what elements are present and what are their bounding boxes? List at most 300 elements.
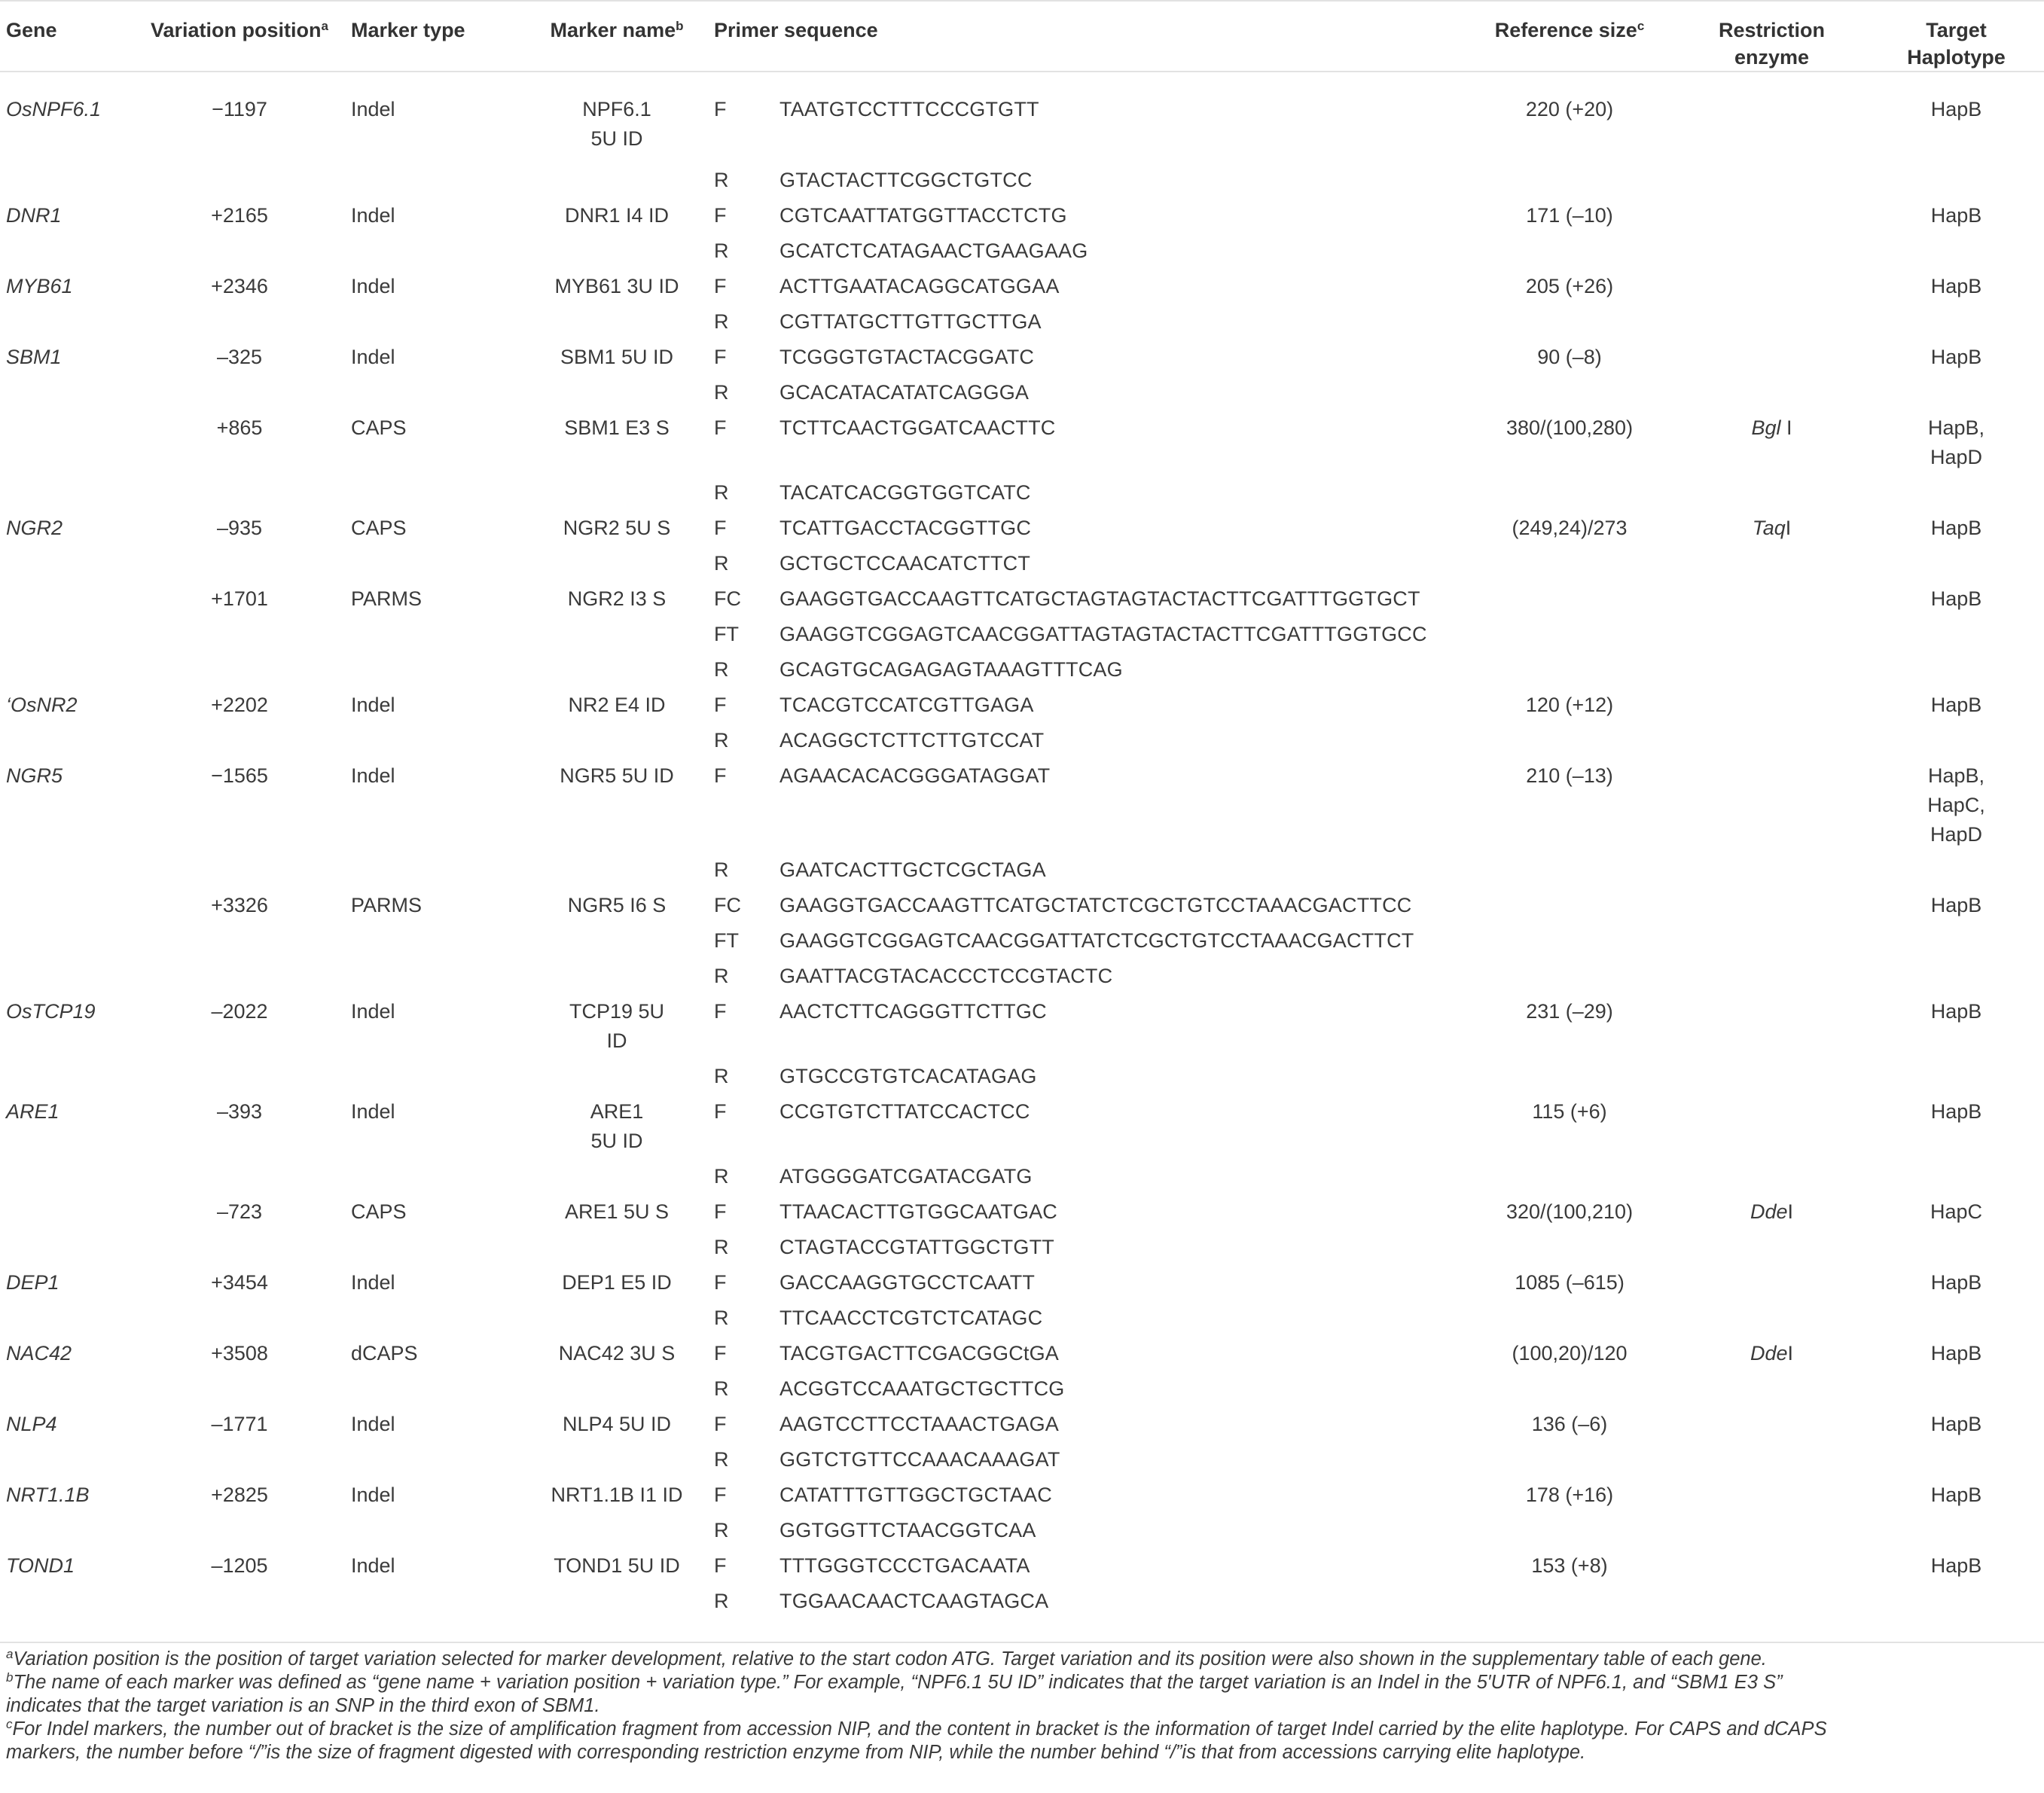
cell-gene bbox=[0, 581, 134, 616]
cell-marker-name-text: ARE1 5U S bbox=[564, 1200, 670, 1223]
cell-gene-text: TOND1 bbox=[6, 1554, 75, 1577]
cell-primer-sequence-text: ACGGTCCAAATGCTGCTTCG bbox=[779, 1377, 1065, 1400]
cell-primer-direction-text: R bbox=[714, 169, 729, 191]
table-row bbox=[0, 410, 2044, 474]
table-row bbox=[0, 887, 2044, 922]
cell-variation-position bbox=[134, 410, 345, 474]
cell-variation-position-text: –723 bbox=[216, 1200, 263, 1223]
cell-target-haplotype-text: HapB bbox=[1930, 346, 1982, 368]
cell-reference-size bbox=[1464, 852, 1675, 887]
cell-marker-type-text: PARMS bbox=[351, 587, 423, 610]
cell-variation-position bbox=[134, 722, 345, 758]
cell-reference-size-text: 210 (–13) bbox=[1526, 764, 1613, 787]
cell-reference-size bbox=[1464, 616, 1675, 651]
cell-marker-type bbox=[345, 1477, 526, 1512]
cell-target-haplotype bbox=[1869, 993, 2044, 1058]
cell-primer-direction-text: F bbox=[714, 346, 727, 368]
cell-target-haplotype bbox=[1869, 1583, 2044, 1618]
cell-primer-direction-text: R bbox=[714, 1590, 729, 1612]
cell-marker-type bbox=[345, 1158, 526, 1194]
cell-target-haplotype bbox=[1869, 722, 2044, 758]
cell-reference-size bbox=[1464, 651, 1675, 687]
cell-marker-type-text: Indel bbox=[351, 1554, 395, 1577]
cell-restriction-enzyme bbox=[1675, 510, 1869, 545]
cell-gene bbox=[0, 1335, 134, 1371]
cell-reference-size bbox=[1464, 1406, 1675, 1441]
table-row bbox=[0, 474, 2044, 510]
cell-primer-sequence bbox=[773, 1229, 1464, 1264]
table-row bbox=[0, 197, 2044, 233]
table-row bbox=[0, 233, 2044, 268]
header-marker-type: Marker type bbox=[345, 1, 526, 72]
cell-gene bbox=[0, 1406, 134, 1441]
cell-marker-name bbox=[526, 722, 708, 758]
cell-marker-name bbox=[526, 1158, 708, 1194]
cell-target-haplotype bbox=[1869, 852, 2044, 887]
cell-marker-name bbox=[526, 1229, 708, 1264]
cell-restriction-enzyme bbox=[1675, 581, 1869, 616]
cell-variation-position bbox=[134, 162, 345, 197]
cell-marker-name bbox=[526, 268, 708, 303]
cell-gene bbox=[0, 1264, 134, 1300]
cell-marker-name bbox=[526, 474, 708, 510]
cell-marker-name bbox=[526, 72, 708, 162]
cell-marker-type bbox=[345, 1229, 526, 1264]
cell-variation-position-text: −1197 bbox=[212, 98, 267, 120]
cell-reference-size-text: 205 (+26) bbox=[1525, 275, 1614, 297]
cell-marker-name bbox=[526, 1335, 708, 1371]
cell-target-haplotype bbox=[1869, 510, 2044, 545]
cell-primer-sequence bbox=[773, 1058, 1464, 1093]
cell-gene-text: NLP4 bbox=[6, 1413, 57, 1435]
table-row bbox=[0, 374, 2044, 410]
cell-primer-direction bbox=[708, 339, 773, 374]
header-reference-size: Reference size$^c$ bbox=[1464, 1, 1675, 72]
cell-primer-direction bbox=[708, 1335, 773, 1371]
cell-primer-sequence bbox=[773, 1548, 1464, 1583]
cell-marker-name-text: MYB61 3U ID bbox=[554, 275, 679, 297]
cell-target-haplotype bbox=[1869, 162, 2044, 197]
cell-restriction-enzyme bbox=[1675, 887, 1869, 922]
cell-primer-direction-text: F bbox=[714, 416, 727, 439]
cell-reference-size bbox=[1464, 303, 1675, 339]
cell-gene-text: NGR5 bbox=[6, 764, 63, 787]
cell-primer-sequence-text: GCTGCTCCAACATCTTCT bbox=[779, 552, 1031, 575]
cell-primer-sequence bbox=[773, 1194, 1464, 1229]
cell-restriction-enzyme bbox=[1675, 958, 1869, 993]
cell-primer-sequence bbox=[773, 233, 1464, 268]
cell-marker-type bbox=[345, 1194, 526, 1229]
cell-variation-position-text: +3454 bbox=[211, 1271, 268, 1294]
cell-gene bbox=[0, 616, 134, 651]
cell-target-haplotype bbox=[1869, 1335, 2044, 1371]
cell-variation-position-text: –393 bbox=[216, 1100, 263, 1123]
cell-gene bbox=[0, 1058, 134, 1093]
cell-variation-position bbox=[134, 687, 345, 722]
cell-primer-sequence bbox=[773, 887, 1464, 922]
cell-primer-direction-text: R bbox=[714, 729, 729, 752]
cell-marker-name-text: TOND1 5U ID bbox=[554, 1554, 680, 1577]
cell-reference-size bbox=[1464, 1264, 1675, 1300]
cell-restriction-enzyme-text: I bbox=[1780, 416, 1792, 439]
cell-primer-sequence-text: GTGCCGTGTCACATAGAG bbox=[779, 1065, 1037, 1087]
cell-target-haplotype-text: HapB bbox=[1930, 894, 1982, 916]
cell-primer-direction-text: R bbox=[714, 481, 729, 504]
cell-target-haplotype-text: HapB bbox=[1930, 517, 1982, 539]
cell-primer-sequence-text: GAATTACGTACACCCTCCGTACTC bbox=[779, 965, 1113, 987]
cell-primer-sequence bbox=[773, 303, 1464, 339]
cell-marker-name bbox=[526, 410, 708, 474]
cell-variation-position bbox=[134, 1158, 345, 1194]
table-row bbox=[0, 303, 2044, 339]
cell-reference-size bbox=[1464, 1093, 1675, 1158]
cell-primer-sequence-text: GACCAAGGTGCCTCAATT bbox=[779, 1271, 1036, 1294]
cell-primer-direction bbox=[708, 852, 773, 887]
cell-gene bbox=[0, 474, 134, 510]
cell-marker-name bbox=[526, 958, 708, 993]
cell-gene bbox=[0, 1583, 134, 1618]
cell-primer-sequence-text: CGTTATGCTTGTTGCTTGA bbox=[779, 310, 1042, 333]
table-row bbox=[0, 1406, 2044, 1441]
cell-primer-sequence bbox=[773, 72, 1464, 162]
cell-gene-text: DEP1 bbox=[6, 1271, 59, 1294]
cell-primer-direction-text: F bbox=[714, 1271, 727, 1294]
cell-marker-name-text: ID bbox=[606, 1029, 627, 1052]
table-row bbox=[0, 922, 2044, 958]
cell-primer-direction bbox=[708, 233, 773, 268]
cell-variation-position bbox=[134, 993, 345, 1058]
cell-marker-type-text: Indel bbox=[351, 1000, 395, 1023]
cell-marker-type bbox=[345, 268, 526, 303]
cell-restriction-enzyme-text: Dde bbox=[1750, 1342, 1788, 1365]
cell-variation-position bbox=[134, 651, 345, 687]
cell-variation-position bbox=[134, 510, 345, 545]
cell-primer-sequence-text: TTAACACTTGTGGCAATGAC bbox=[779, 1200, 1058, 1223]
cell-marker-name-text: DNR1 I4 ID bbox=[564, 204, 670, 227]
cell-marker-type bbox=[345, 1093, 526, 1158]
footnote-a: $^a$Variation position is the position of target variation selected for marker development, relative to the start codon ATG. Target variation and its position were also shown in the supplementary table of each gene. bbox=[6, 1647, 1767, 1670]
cell-gene bbox=[0, 722, 134, 758]
cell-reference-size-text: (100,20)/120 bbox=[1512, 1342, 1628, 1365]
cell-reference-size bbox=[1464, 1058, 1675, 1093]
cell-restriction-enzyme bbox=[1675, 722, 1869, 758]
cell-primer-sequence-text: ACAGGCTCTTCTTGTCCAT bbox=[779, 729, 1045, 752]
cell-marker-type bbox=[345, 1335, 526, 1371]
cell-primer-direction bbox=[708, 1300, 773, 1335]
cell-primer-sequence-text: AGAACACACGGGATAGGAT bbox=[779, 764, 1051, 787]
cell-target-haplotype bbox=[1869, 1371, 2044, 1406]
cell-reference-size bbox=[1464, 410, 1675, 474]
cell-primer-sequence bbox=[773, 722, 1464, 758]
cell-marker-type bbox=[345, 1441, 526, 1477]
cell-target-haplotype bbox=[1869, 651, 2044, 687]
cell-target-haplotype bbox=[1869, 922, 2044, 958]
cell-variation-position-text: –325 bbox=[216, 346, 263, 368]
cell-variation-position bbox=[134, 303, 345, 339]
cell-primer-sequence-text: CATATTTGTTGGCTGCTAAC bbox=[779, 1483, 1052, 1506]
cell-marker-name-text: NPF6.1 bbox=[582, 98, 651, 120]
cell-gene-text: MYB61 bbox=[6, 275, 73, 297]
cell-marker-type bbox=[345, 72, 526, 162]
cell-marker-type-text: Indel bbox=[351, 1483, 395, 1506]
table-row bbox=[0, 1583, 2044, 1618]
cell-marker-name bbox=[526, 374, 708, 410]
cell-variation-position bbox=[134, 1300, 345, 1335]
cell-restriction-enzyme bbox=[1675, 233, 1869, 268]
cell-marker-name bbox=[526, 1406, 708, 1441]
cell-primer-direction-text: R bbox=[714, 1377, 729, 1400]
cell-reference-size bbox=[1464, 1441, 1675, 1477]
cell-primer-sequence bbox=[773, 162, 1464, 197]
cell-variation-position-text: +1701 bbox=[211, 587, 268, 610]
cell-target-haplotype bbox=[1869, 1158, 2044, 1194]
cell-gene bbox=[0, 410, 134, 474]
cell-marker-name bbox=[526, 651, 708, 687]
cell-variation-position-text: +2202 bbox=[211, 694, 268, 716]
cell-restriction-enzyme bbox=[1675, 410, 1869, 474]
cell-primer-sequence bbox=[773, 1335, 1464, 1371]
cell-reference-size-text: 153 (+8) bbox=[1531, 1554, 1608, 1577]
cell-target-haplotype bbox=[1869, 1093, 2044, 1158]
cell-primer-direction bbox=[708, 1441, 773, 1477]
table-body bbox=[0, 72, 2044, 1618]
cell-target-haplotype bbox=[1869, 197, 2044, 233]
cell-gene bbox=[0, 545, 134, 581]
cell-primer-direction-text: R bbox=[714, 1165, 729, 1188]
cell-marker-type bbox=[345, 958, 526, 993]
cell-marker-name-text: NGR2 5U S bbox=[563, 517, 671, 539]
cell-variation-position-text: –2022 bbox=[211, 1000, 268, 1023]
cell-variation-position bbox=[134, 1264, 345, 1300]
cell-primer-direction-text: R bbox=[714, 858, 729, 881]
cell-variation-position-text: +2346 bbox=[211, 275, 268, 297]
cell-restriction-enzyme bbox=[1675, 339, 1869, 374]
cell-restriction-enzyme bbox=[1675, 1093, 1869, 1158]
cell-primer-sequence bbox=[773, 616, 1464, 651]
cell-marker-type-text: Indel bbox=[351, 204, 395, 227]
cell-gene-text: SBM1 bbox=[6, 346, 62, 368]
cell-gene-text: NRT1.1B bbox=[6, 1483, 90, 1506]
cell-primer-direction bbox=[708, 958, 773, 993]
cell-gene bbox=[0, 374, 134, 410]
cell-gene bbox=[0, 1158, 134, 1194]
cell-variation-position bbox=[134, 233, 345, 268]
cell-reference-size bbox=[1464, 474, 1675, 510]
cell-primer-direction-text: R bbox=[714, 965, 729, 987]
cell-marker-type bbox=[345, 1058, 526, 1093]
table-row bbox=[0, 958, 2044, 993]
cell-target-haplotype-text: HapB bbox=[1930, 204, 1982, 227]
cell-gene bbox=[0, 1229, 134, 1264]
cell-gene-text: ARE1 bbox=[6, 1100, 59, 1123]
cell-primer-sequence bbox=[773, 581, 1464, 616]
cell-marker-type-text: Indel bbox=[351, 98, 395, 120]
cell-marker-name-text: TCP19 5U bbox=[569, 1000, 665, 1023]
cell-restriction-enzyme bbox=[1675, 616, 1869, 651]
cell-marker-type-text: CAPS bbox=[351, 517, 407, 539]
cell-variation-position-text: +865 bbox=[216, 416, 263, 439]
cell-primer-sequence-text: TGGAACAACTCAAGTAGCA bbox=[779, 1590, 1049, 1612]
cell-variation-position bbox=[134, 545, 345, 581]
cell-primer-sequence bbox=[773, 1093, 1464, 1158]
cell-gene-text: NGR2 bbox=[6, 517, 63, 539]
cell-target-haplotype bbox=[1869, 1194, 2044, 1229]
cell-primer-sequence bbox=[773, 1477, 1464, 1512]
table-row bbox=[0, 1335, 2044, 1371]
cell-primer-direction-text: F bbox=[714, 1483, 727, 1506]
table-row bbox=[0, 758, 2044, 852]
cell-primer-direction bbox=[708, 1548, 773, 1583]
cell-marker-name bbox=[526, 1371, 708, 1406]
cell-gene bbox=[0, 1194, 134, 1229]
cell-marker-type bbox=[345, 374, 526, 410]
cell-gene bbox=[0, 958, 134, 993]
cell-marker-name-text: SBM1 E3 S bbox=[564, 416, 670, 439]
header-variation-position: Variation position$^a$ bbox=[134, 1, 345, 72]
cell-gene bbox=[0, 1371, 134, 1406]
cell-primer-direction bbox=[708, 303, 773, 339]
cell-marker-type-text: Indel bbox=[351, 1100, 395, 1123]
cell-target-haplotype bbox=[1869, 1300, 2044, 1335]
cell-primer-direction bbox=[708, 1158, 773, 1194]
cell-marker-name bbox=[526, 1477, 708, 1512]
cell-primer-sequence bbox=[773, 545, 1464, 581]
cell-variation-position bbox=[134, 1477, 345, 1512]
cell-primer-direction-text: F bbox=[714, 1200, 727, 1223]
cell-marker-name bbox=[526, 1512, 708, 1548]
cell-reference-size bbox=[1464, 1477, 1675, 1512]
table-row bbox=[0, 510, 2044, 545]
cell-primer-direction bbox=[708, 1583, 773, 1618]
cell-gene bbox=[0, 268, 134, 303]
cell-restriction-enzyme bbox=[1675, 1335, 1869, 1371]
cell-marker-type bbox=[345, 545, 526, 581]
cell-reference-size bbox=[1464, 339, 1675, 374]
cell-primer-sequence bbox=[773, 1441, 1464, 1477]
cell-primer-direction bbox=[708, 758, 773, 852]
cell-marker-type bbox=[345, 1300, 526, 1335]
cell-marker-name-text: 5U ID bbox=[590, 1130, 643, 1152]
cell-gene bbox=[0, 197, 134, 233]
cell-restriction-enzyme bbox=[1675, 545, 1869, 581]
cell-target-haplotype bbox=[1869, 1548, 2044, 1583]
cell-target-haplotype bbox=[1869, 758, 2044, 852]
cell-marker-name-text: 5U ID bbox=[590, 127, 643, 150]
cell-primer-sequence-text: AAGTCCTTCCTAAACTGAGA bbox=[779, 1413, 1060, 1435]
cell-marker-type bbox=[345, 1406, 526, 1441]
cell-target-haplotype-text: HapB bbox=[1930, 587, 1982, 610]
cell-reference-size bbox=[1464, 758, 1675, 852]
table-row bbox=[0, 268, 2044, 303]
cell-primer-direction-text: F bbox=[714, 275, 727, 297]
cell-primer-sequence bbox=[773, 852, 1464, 887]
cell-primer-sequence-text: GCATCTCATAGAACTGAAGAAG bbox=[779, 239, 1088, 262]
cell-reference-size-text: 115 (+6) bbox=[1532, 1100, 1607, 1123]
cell-restriction-enzyme bbox=[1675, 1406, 1869, 1441]
cell-target-haplotype bbox=[1869, 268, 2044, 303]
cell-primer-sequence bbox=[773, 922, 1464, 958]
cell-primer-sequence-text: CGTCAATTATGGTTACCTCTG bbox=[779, 204, 1067, 227]
cell-restriction-enzyme bbox=[1675, 852, 1869, 887]
cell-primer-direction-text: R bbox=[714, 1236, 729, 1258]
cell-gene bbox=[0, 993, 134, 1058]
cell-variation-position bbox=[134, 1406, 345, 1441]
cell-reference-size bbox=[1464, 1158, 1675, 1194]
cell-primer-direction-text: R bbox=[714, 658, 729, 681]
cell-target-haplotype-text: HapC bbox=[1930, 1200, 1983, 1223]
cell-restriction-enzyme bbox=[1675, 1512, 1869, 1548]
cell-gene-text: OsTCP19 bbox=[6, 1000, 96, 1023]
footnotes bbox=[6, 1648, 2032, 1764]
cell-target-haplotype bbox=[1869, 1441, 2044, 1477]
cell-target-haplotype bbox=[1869, 410, 2044, 474]
cell-variation-position bbox=[134, 474, 345, 510]
header-target-haplotype: Target Haplotype bbox=[1869, 1, 2044, 72]
table-row bbox=[0, 1229, 2044, 1264]
cell-primer-sequence bbox=[773, 1371, 1464, 1406]
cell-primer-sequence-text: TCACGTCCATCGTTGAGA bbox=[779, 694, 1034, 716]
cell-primer-direction-text: FT bbox=[714, 623, 739, 645]
table-row bbox=[0, 1371, 2044, 1406]
cell-variation-position bbox=[134, 887, 345, 922]
cell-primer-direction bbox=[708, 1512, 773, 1548]
cell-primer-sequence-text: CTAGTACCGTATTGGCTGTT bbox=[779, 1236, 1054, 1258]
cell-reference-size bbox=[1464, 687, 1675, 722]
cell-primer-direction-text: F bbox=[714, 98, 727, 120]
table-row bbox=[0, 339, 2044, 374]
cell-marker-type-text: Indel bbox=[351, 694, 395, 716]
cell-restriction-enzyme bbox=[1675, 1477, 1869, 1512]
cell-primer-direction-text: F bbox=[714, 1000, 727, 1023]
table-row bbox=[0, 687, 2044, 722]
cell-primer-sequence bbox=[773, 510, 1464, 545]
cell-primer-sequence-text: TCTTCAACTGGATCAACTTC bbox=[779, 416, 1056, 439]
cell-marker-type bbox=[345, 339, 526, 374]
cell-primer-direction bbox=[708, 1194, 773, 1229]
cell-marker-name-text: NR2 E4 ID bbox=[568, 694, 666, 716]
cell-primer-direction-text: R bbox=[714, 239, 729, 262]
cell-reference-size bbox=[1464, 268, 1675, 303]
cell-marker-type bbox=[345, 852, 526, 887]
cell-primer-sequence bbox=[773, 1264, 1464, 1300]
table-row bbox=[0, 1512, 2044, 1548]
table-row bbox=[0, 993, 2044, 1058]
cell-marker-name bbox=[526, 1058, 708, 1093]
cell-gene-text: NAC42 bbox=[6, 1342, 72, 1365]
cell-marker-name-text: NGR5 I6 S bbox=[567, 894, 667, 916]
cell-target-haplotype-text: HapB bbox=[1930, 1413, 1982, 1435]
cell-primer-direction bbox=[708, 616, 773, 651]
cell-marker-type bbox=[345, 687, 526, 722]
cell-primer-direction bbox=[708, 687, 773, 722]
cell-primer-sequence bbox=[773, 758, 1464, 852]
cell-gene bbox=[0, 1093, 134, 1158]
cell-primer-direction bbox=[708, 268, 773, 303]
cell-gene bbox=[0, 72, 134, 162]
cell-primer-direction-text: F bbox=[714, 1100, 727, 1123]
cell-primer-direction bbox=[708, 887, 773, 922]
header-marker-name: Marker name$^b$ bbox=[526, 1, 708, 72]
cell-primer-direction bbox=[708, 410, 773, 474]
cell-marker-name-text: SBM1 5U ID bbox=[560, 346, 674, 368]
cell-marker-type bbox=[345, 993, 526, 1058]
cell-variation-position bbox=[134, 1512, 345, 1548]
cell-variation-position bbox=[134, 374, 345, 410]
cell-primer-sequence bbox=[773, 687, 1464, 722]
cell-restriction-enzyme-text: I bbox=[1785, 517, 1792, 539]
table-row bbox=[0, 651, 2044, 687]
cell-marker-type bbox=[345, 651, 526, 687]
